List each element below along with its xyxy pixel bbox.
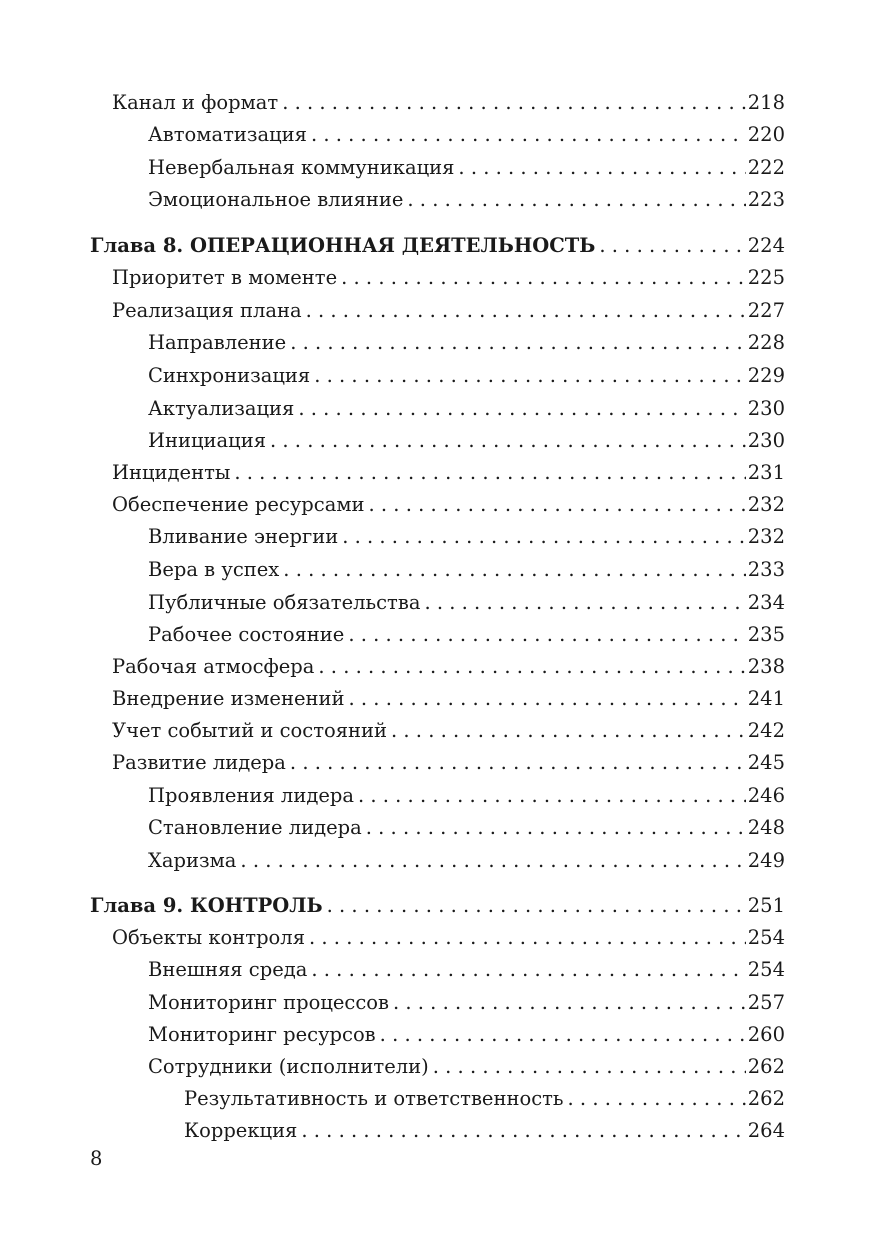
toc-entry-page: 235 [747, 623, 785, 646]
toc-entry-title: Эмоциональное влияние [148, 188, 404, 211]
leader-dots [290, 332, 746, 354]
toc-entry-page: 230 [747, 429, 785, 452]
leader-dots [433, 1056, 746, 1078]
leader-dots [240, 850, 745, 872]
toc-entry-page: 225 [747, 266, 785, 289]
toc-entry-title: Становление лидера [148, 816, 362, 839]
toc-entry[interactable] [148, 809, 785, 839]
toc-entry[interactable] [112, 84, 785, 114]
toc-entry-title: Вливание энергии [148, 525, 339, 548]
leader-dots [369, 494, 746, 516]
toc-entry-page: 264 [747, 1119, 785, 1142]
leader-dots [298, 398, 745, 420]
toc-entry[interactable] [148, 1048, 785, 1078]
toc-entry-page: 245 [747, 751, 785, 774]
toc-entry[interactable] [148, 390, 785, 420]
leader-dots [318, 656, 745, 678]
toc-entry-title: Инициация [148, 429, 266, 452]
leader-dots [270, 430, 746, 452]
toc-entry-page: 262 [747, 1087, 785, 1110]
toc-entry-page: 231 [747, 461, 785, 484]
toc-entry[interactable] [148, 984, 785, 1014]
toc-entry[interactable] [148, 616, 785, 646]
toc-entry-title: Направление [148, 331, 287, 354]
leader-dots [327, 895, 746, 917]
toc-entry-title: Канал и формат [112, 91, 279, 114]
toc-chapter-entry[interactable] [90, 887, 785, 917]
toc-entry[interactable] [184, 1080, 785, 1110]
leader-dots [306, 300, 746, 322]
toc-entry-title: Публичные обязательства [148, 591, 421, 614]
toc-entry-title: Проявления лидера [148, 784, 354, 807]
toc-entry[interactable] [112, 292, 785, 322]
toc-entry[interactable] [148, 181, 785, 211]
toc-entry-page: 224 [747, 234, 785, 257]
toc-entry-page: 260 [747, 1023, 785, 1046]
toc-entry[interactable] [184, 1112, 785, 1142]
toc-entry-title: Результативность и ответственность [184, 1087, 564, 1110]
toc-entry[interactable] [148, 149, 785, 179]
toc-entry-title: Актуализация [148, 397, 295, 420]
toc-entry-page: 229 [747, 364, 785, 387]
toc-entry-title: Учет событий и состояний [112, 719, 388, 742]
toc-entry-page: 262 [747, 1055, 785, 1078]
toc-chapter-entry[interactable] [90, 227, 785, 257]
toc-entry-page: 254 [747, 926, 785, 949]
leader-dots [407, 189, 745, 211]
toc-chapter-title: Глава 8. ОПЕРАЦИОННАЯ ДЕЯТЕЛЬНОСТЬ [90, 234, 596, 257]
toc-entry-page: 232 [747, 525, 785, 548]
leader-dots [311, 959, 745, 981]
page-number: 8 [90, 1147, 103, 1170]
toc-entry-page: 222 [747, 156, 785, 179]
toc-chapter-title: Глава 9. КОНТРОЛЬ [90, 894, 323, 917]
toc-entry[interactable] [112, 454, 785, 484]
leader-dots [290, 752, 746, 774]
toc-entry-title: Реализация плана [112, 299, 302, 322]
toc-entry-title: Мониторинг процессов [148, 991, 389, 1014]
toc-entry-page: 232 [747, 493, 785, 516]
toc-entry[interactable] [148, 324, 785, 354]
toc-entry-page: 220 [747, 123, 785, 146]
toc-entry-page: 238 [747, 655, 785, 678]
toc-entry-title: Коррекция [184, 1119, 298, 1142]
toc-entry-page: 234 [747, 591, 785, 614]
toc-entry-page: 254 [747, 958, 785, 981]
toc-entry-title: Инциденты [112, 461, 231, 484]
leader-dots [424, 592, 745, 614]
toc-entry-title: Внедрение изменений [112, 687, 345, 710]
toc-entry[interactable] [112, 712, 785, 742]
toc-entry[interactable] [148, 842, 785, 872]
toc-entry-page: 257 [747, 991, 785, 1014]
leader-dots [234, 462, 745, 484]
leader-dots [599, 235, 745, 257]
toc-entry[interactable] [148, 518, 785, 548]
toc-entry[interactable] [148, 116, 785, 146]
toc-entry[interactable] [148, 357, 785, 387]
toc-entry-title: Мониторинг ресурсов [148, 1023, 376, 1046]
toc-entry[interactable] [148, 951, 785, 981]
toc-entry-title: Обеспечение ресурсами [112, 493, 365, 516]
toc-entry[interactable] [112, 744, 785, 774]
leader-dots [311, 124, 746, 146]
toc-entry[interactable] [112, 919, 785, 949]
toc-entry-title: Приоритет в моменте [112, 266, 338, 289]
toc-entry-title: Синхронизация [148, 364, 311, 387]
leader-dots [348, 624, 745, 646]
leader-dots [568, 1088, 746, 1110]
toc-entry-page: 242 [747, 719, 785, 742]
toc-entry-page: 241 [747, 687, 785, 710]
toc-entry-title: Харизма [148, 849, 237, 872]
toc-entry[interactable] [112, 486, 785, 516]
toc-entry-page: 246 [747, 784, 785, 807]
toc-entry-title: Внешняя среда [148, 958, 308, 981]
toc-entry-page: 218 [747, 91, 785, 114]
leader-dots [358, 785, 746, 807]
toc-entry[interactable] [148, 422, 785, 452]
toc-entry[interactable] [112, 648, 785, 678]
leader-dots [283, 559, 745, 581]
toc-entry[interactable] [148, 551, 785, 581]
toc-entry[interactable] [148, 1016, 785, 1046]
leader-dots [380, 1024, 746, 1046]
toc-entry-page: 248 [747, 816, 785, 839]
leader-dots [341, 267, 746, 289]
toc-entry-page: 228 [747, 331, 785, 354]
toc-entry-title: Рабочее состояние [148, 623, 345, 646]
toc-entry[interactable] [148, 777, 785, 807]
leader-dots [309, 927, 746, 949]
leader-dots [342, 526, 746, 548]
leader-dots [391, 720, 746, 742]
toc-entry[interactable] [112, 680, 785, 710]
toc-entry-title: Рабочая атмосфера [112, 655, 315, 678]
toc-entry-title: Вера в успех [148, 558, 280, 581]
toc-entry-page: 230 [747, 397, 785, 420]
toc-entry[interactable] [112, 259, 785, 289]
leader-dots [314, 365, 746, 387]
toc-entry-title: Объекты контроля [112, 926, 305, 949]
toc-entry-page: 251 [747, 894, 785, 917]
leader-dots [301, 1120, 745, 1142]
leader-dots [349, 688, 746, 710]
toc-entry-page: 233 [747, 558, 785, 581]
leader-dots [458, 157, 745, 179]
toc-entry-title: Автоматизация [148, 123, 307, 146]
toc-entry-page: 223 [747, 188, 785, 211]
toc-entry[interactable] [148, 584, 785, 614]
toc-entry-title: Развитие лидера [112, 751, 286, 774]
toc-entry-page: 227 [747, 299, 785, 322]
toc-entry-title: Сотрудники (исполнители) [148, 1055, 429, 1078]
leader-dots [393, 992, 746, 1014]
toc-entry-title: Невербальная коммуникация [148, 156, 455, 179]
leader-dots [282, 92, 746, 114]
toc-entry-page: 249 [747, 849, 785, 872]
leader-dots [366, 817, 746, 839]
